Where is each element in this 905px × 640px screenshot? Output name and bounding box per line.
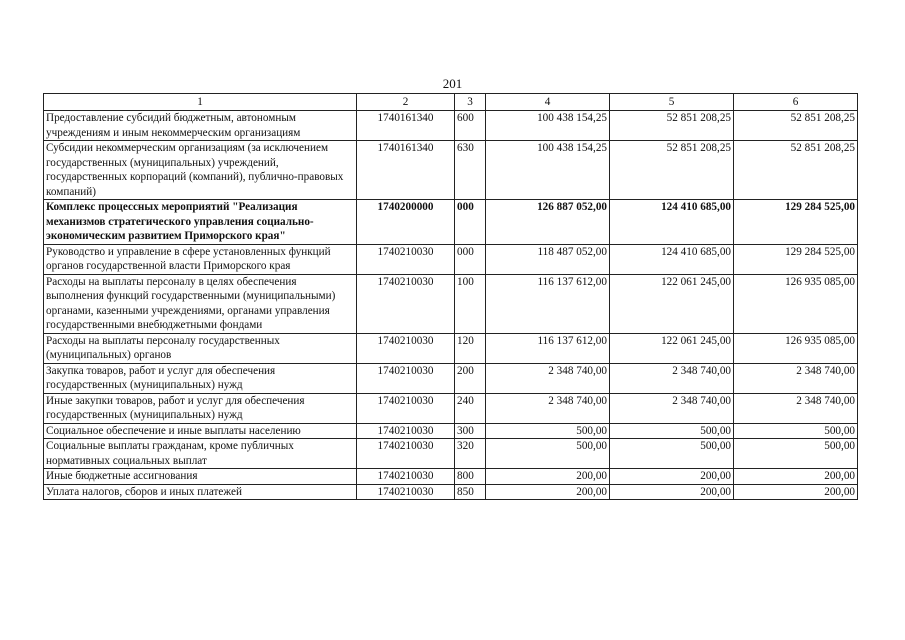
row-value-col6: 129 284 525,00 [734, 200, 858, 245]
header-col-4: 4 [486, 94, 610, 111]
row-value-col5: 122 061 245,00 [610, 274, 734, 333]
row-code-cell: 1740200000 [357, 200, 455, 245]
row-value-col5: 124 410 685,00 [610, 244, 734, 274]
table-row [44, 200, 858, 245]
table-row [44, 393, 858, 423]
row-value-col4: 500,00 [486, 439, 610, 469]
row-code-cell: 1740210030 [357, 484, 455, 500]
row-code-cell: 1740210030 [357, 363, 455, 393]
table-header-row [44, 94, 858, 111]
row-value-col6: 200,00 [734, 484, 858, 500]
row-name-cell: Предоставление субсидий бюджетным, автономным учреждениям и иным некоммерческим организациям [44, 111, 357, 141]
row-type-cell: 320 [455, 439, 486, 469]
row-name-cell: Иные бюджетные ассигнования [44, 469, 357, 485]
row-name-cell: Уплата налогов, сборов и иных платежей [44, 484, 357, 500]
table-row [44, 274, 858, 333]
row-type-cell: 630 [455, 141, 486, 200]
row-value-col6: 500,00 [734, 439, 858, 469]
row-value-col6: 500,00 [734, 423, 858, 439]
row-type-cell: 300 [455, 423, 486, 439]
row-code-cell: 1740161340 [357, 111, 455, 141]
row-value-col4: 200,00 [486, 469, 610, 485]
header-col-5: 5 [610, 94, 734, 111]
header-col-1: 1 [44, 94, 357, 111]
row-name-cell: Комплекс процессных мероприятий "Реализация механизмов стратегического управления социально-экономическим развитием Приморского края" [44, 200, 357, 245]
row-value-col6: 52 851 208,25 [734, 111, 858, 141]
table-row [44, 363, 858, 393]
row-type-cell: 120 [455, 333, 486, 363]
row-name-cell: Руководство и управление в сфере установленных функций органов государственной власти Приморского края [44, 244, 357, 274]
row-value-col5: 2 348 740,00 [610, 363, 734, 393]
row-value-col4: 200,00 [486, 484, 610, 500]
table-row [44, 469, 858, 485]
table-row [44, 111, 858, 141]
row-type-cell: 240 [455, 393, 486, 423]
row-value-col4: 500,00 [486, 423, 610, 439]
header-col-3: 3 [455, 94, 486, 111]
budget-table [43, 93, 858, 500]
row-value-col5: 200,00 [610, 469, 734, 485]
row-value-col4: 2 348 740,00 [486, 393, 610, 423]
header-col-2: 2 [357, 94, 455, 111]
header-col-6: 6 [734, 94, 858, 111]
row-value-col6: 126 935 085,00 [734, 333, 858, 363]
row-code-cell: 1740210030 [357, 439, 455, 469]
table-row [44, 141, 858, 200]
row-value-col4: 126 887 052,00 [486, 200, 610, 245]
row-type-cell: 200 [455, 363, 486, 393]
table-row [44, 333, 858, 363]
row-type-cell: 100 [455, 274, 486, 333]
row-value-col5: 200,00 [610, 484, 734, 500]
row-value-col5: 52 851 208,25 [610, 141, 734, 200]
table-body [44, 111, 858, 500]
row-code-cell: 1740210030 [357, 274, 455, 333]
row-name-cell: Социальные выплаты гражданам, кроме публичных нормативных социальных выплат [44, 439, 357, 469]
row-code-cell: 1740210030 [357, 393, 455, 423]
row-value-col6: 129 284 525,00 [734, 244, 858, 274]
row-type-cell: 600 [455, 111, 486, 141]
row-value-col4: 116 137 612,00 [486, 333, 610, 363]
row-value-col4: 100 438 154,25 [486, 111, 610, 141]
row-value-col5: 500,00 [610, 439, 734, 469]
row-name-cell: Расходы на выплаты персоналу в целях обеспечения выполнения функций государственными (муниципальными) органами, казенными учреждениями, органами управления государственными внебюджетными фондами [44, 274, 357, 333]
row-value-col6: 200,00 [734, 469, 858, 485]
row-value-col5: 2 348 740,00 [610, 393, 734, 423]
table-row [44, 439, 858, 469]
row-code-cell: 1740161340 [357, 141, 455, 200]
row-type-cell: 850 [455, 484, 486, 500]
row-type-cell: 000 [455, 200, 486, 245]
row-value-col4: 116 137 612,00 [486, 274, 610, 333]
row-name-cell: Социальное обеспечение и иные выплаты населению [44, 423, 357, 439]
row-code-cell: 1740210030 [357, 333, 455, 363]
row-value-col6: 126 935 085,00 [734, 274, 858, 333]
table-row [44, 423, 858, 439]
table-row [44, 244, 858, 274]
row-value-col6: 52 851 208,25 [734, 141, 858, 200]
row-value-col6: 2 348 740,00 [734, 393, 858, 423]
row-name-cell: Иные закупки товаров, работ и услуг для обеспечения государственных (муниципальных) нужд [44, 393, 357, 423]
row-value-col4: 2 348 740,00 [486, 363, 610, 393]
row-value-col4: 118 487 052,00 [486, 244, 610, 274]
row-type-cell: 800 [455, 469, 486, 485]
row-value-col6: 2 348 740,00 [734, 363, 858, 393]
row-value-col5: 122 061 245,00 [610, 333, 734, 363]
row-value-col5: 124 410 685,00 [610, 200, 734, 245]
row-value-col5: 52 851 208,25 [610, 111, 734, 141]
row-value-col4: 100 438 154,25 [486, 141, 610, 200]
row-code-cell: 1740210030 [357, 469, 455, 485]
row-name-cell: Субсидии некоммерческим организациям (за исключением государственных (муниципальных) учреждений, государственных корпораций (компаний), публично-правовых компаний) [44, 141, 357, 200]
row-code-cell: 1740210030 [357, 423, 455, 439]
row-type-cell: 000 [455, 244, 486, 274]
row-name-cell: Расходы на выплаты персоналу государственных (муниципальных) органов [44, 333, 357, 363]
row-value-col5: 500,00 [610, 423, 734, 439]
table-row [44, 484, 858, 500]
row-code-cell: 1740210030 [357, 244, 455, 274]
row-name-cell: Закупка товаров, работ и услуг для обеспечения государственных (муниципальных) нужд [44, 363, 357, 393]
page-number: 201 [442, 76, 463, 91]
